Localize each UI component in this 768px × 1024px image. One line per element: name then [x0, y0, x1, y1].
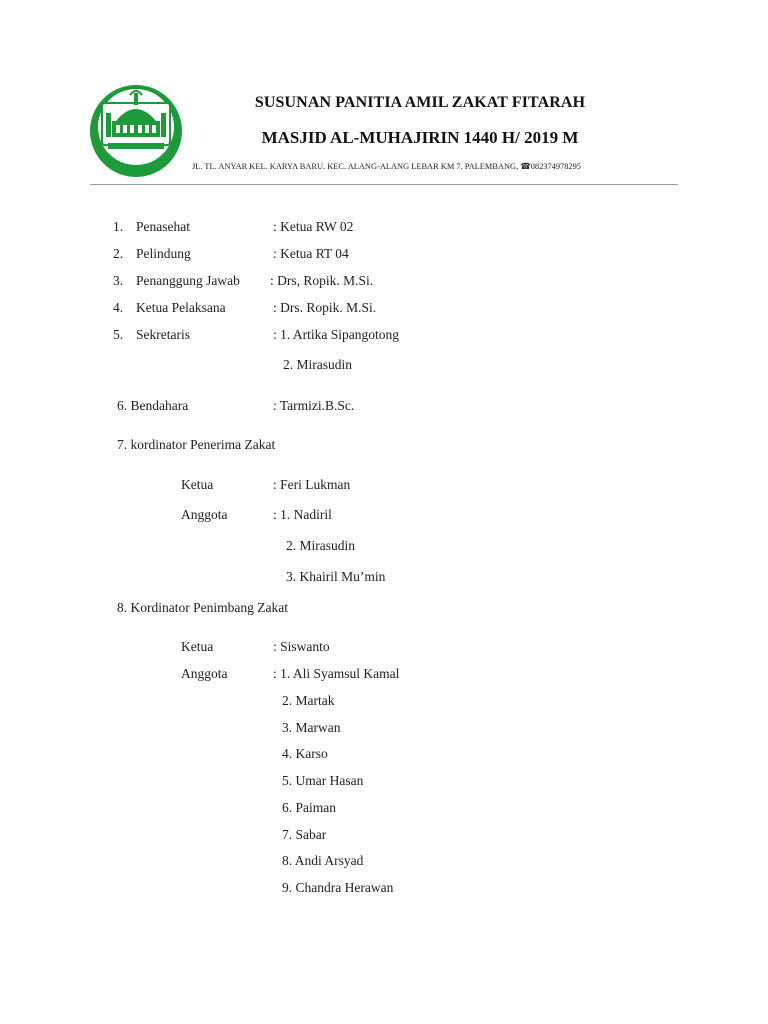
anggota-label: Anggota [181, 666, 228, 681]
item-value: : Tarmizi.B.Sc. [273, 398, 355, 413]
item-label: Pelindung [136, 246, 191, 261]
section-heading: 8. Kordinator Penimbang Zakat [117, 600, 288, 615]
anggota-member: 4. Karso [282, 746, 328, 761]
anggota-member: 2. Martak [282, 693, 335, 708]
document-subtitle: MASJID AL-MUHAJIRIN 1440 H/ 2019 M [261, 128, 579, 147]
ketua-value: : Siswanto [273, 639, 330, 654]
item-value: : Ketua RW 02 [273, 219, 354, 234]
ketua-value: : Feri Lukman [273, 477, 351, 492]
anggota-member: 6. Paiman [282, 800, 336, 815]
mosque-logo-icon [88, 83, 184, 179]
item-value: : Drs. Ropik. M.Si. [273, 300, 377, 315]
item-label: Penasehat [136, 219, 190, 234]
item-label: 6. Bendahara [117, 398, 189, 413]
document-title: SUSUNAN PANITIA AMIL ZAKAT FITARAH [254, 94, 586, 111]
anggota-value: : 1. Ali Syamsul Kamal [273, 666, 400, 681]
ketua-label: Ketua [181, 639, 214, 654]
item-label: Ketua Pelaksana [136, 300, 226, 315]
anggota-member: 9. Chandra Herawan [282, 880, 394, 895]
anggota-value: : 1. Nadiril [273, 507, 332, 522]
section-heading: 7. kordinator Penerima Zakat [117, 437, 276, 452]
anggota-member: 2. Mirasudin [286, 538, 355, 553]
item-number: 4. [113, 300, 124, 315]
item-label: Sekretaris [136, 327, 190, 342]
header-divider [90, 184, 678, 185]
address-line: JL. TL. ANYAR KEL. KARYA BARU. KEC. ALANG-ALANG LEBAR KM 7. PALEMBANG, ☎082374978295 [192, 162, 581, 171]
anggota-member: 8. Andi Arsyad [282, 853, 364, 868]
anggota-label: Anggota [181, 507, 228, 522]
ketua-label: Ketua [181, 477, 214, 492]
item-number: 3. [113, 273, 124, 288]
item-value-extra: 2. Mirasudin [283, 357, 352, 372]
anggota-member: 3. Marwan [282, 720, 341, 735]
anggota-member: 7. Sabar [282, 827, 327, 842]
anggota-member: 3. Khairil Mu’min [286, 569, 386, 584]
item-value: : Ketua RT 04 [273, 246, 349, 261]
item-number: 2. [113, 246, 124, 261]
item-value: : Drs, Ropik. M.Si. [270, 273, 374, 288]
item-number: 5. [113, 327, 124, 342]
anggota-member: 5. Umar Hasan [282, 773, 364, 788]
item-number: 1. [113, 219, 124, 234]
item-value: : 1. Artika Sipangotong [273, 327, 399, 342]
item-label: Penanggung Jawab [136, 273, 240, 288]
